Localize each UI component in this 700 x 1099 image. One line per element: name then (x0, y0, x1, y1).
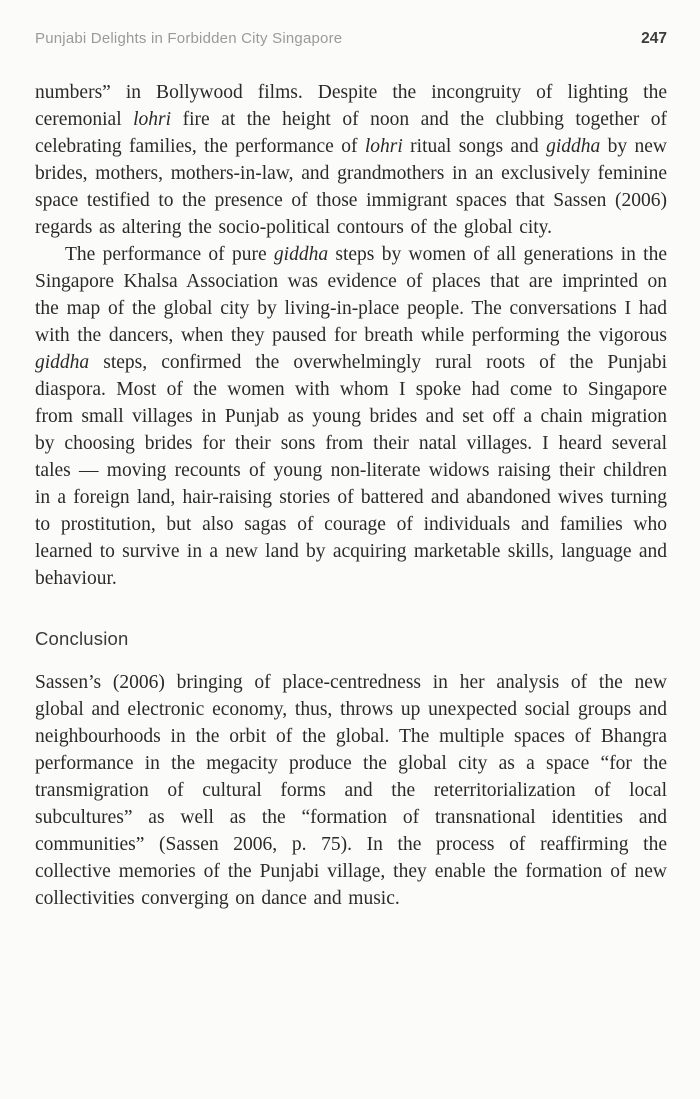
page-number: 247 (641, 30, 667, 47)
running-title: Punjabi Delights in Forbidden City Singapore (35, 30, 343, 47)
section-heading-conclusion: Conclusion (35, 628, 129, 649)
conclusion-paragraph: Sassen’s (2006) bringing of place-centredness in her analysis of the new global and electronic economy, thus, throws up unexpected social groups and neighbourhoods in the orbit of the global. The multiple spaces of Bhangra performance in the megacity produce the global city as a space “for the transmigration of cultural forms and the reterritorialization of local subcultures” as well as the “formation of transnational identities and communities” (Sassen 2006, p. 75). In the process of reaffirming the collective memories of the Punjabi village, they enable the formation of new collectivities converging on dance and music. (35, 672, 667, 909)
body-paragraph: The performance of pure giddha steps by women of all generations in the Singapore Khalsa Association was evidence of places that are imprinted on the map of the global city by living-in-place people. The conversations I had with the dancers, when they paused for breath while performing the vigorous giddha steps, confirmed the overwhelmingly rural roots of the Punjabi diaspora. Most of the women with whom I spoke had come to Singapore from small villages in Punjab as young brides and set off a chain migration by choosing brides for their sons from their natal villages. I heard several tales — moving recounts of young non-literate widows raising their children in a foreign land, hair-raising stories of battered and abandoned wives turning to prostitution, but also sagas of courage of individuals and families who learned to survive in a new land by acquiring marketable skills, language and behaviour. (35, 244, 667, 589)
page-header (35, 30, 667, 48)
body-paragraph: numbers” in Bollywood films. Despite the incongruity of lighting the ceremonial lohri fire at the height of noon and the clubbing together of celebrating families, the performance of lohri ritual songs and giddha by new brides, mothers, mothers-in-law, and grandmothers in an exclusively feminine space testified to the presence of those immigrant spaces that Sassen (2006) regards as altering the socio-political contours of the global city. (35, 82, 667, 238)
page-body (35, 79, 667, 912)
